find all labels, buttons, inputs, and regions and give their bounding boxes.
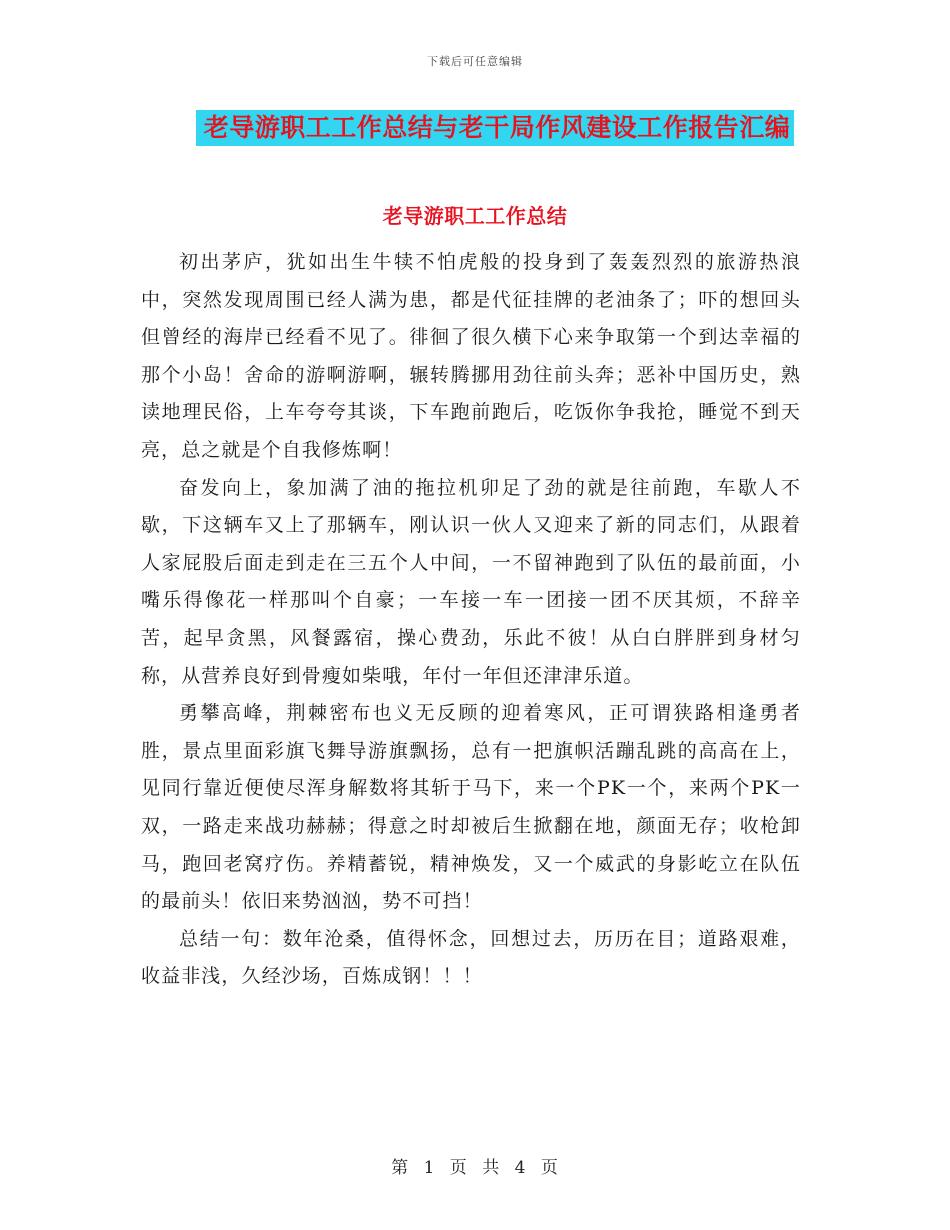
document-body: [141, 244, 801, 996]
document-title: 老导游职工工作总结与老干局作风建设工作报告汇编: [196, 110, 795, 146]
paragraph-3: 勇攀高峰，荆棘密布也义无反顾的迎着寒风，正可谓狭路相逢勇者胜，景点里面彩旗飞舞导游旗飘扬，总有一把旗帜活蹦乱跳的高高在上，见同行靠近便使尽浑身解数将其斩于马下，来一个PK一个，来两个PK一双，一路走来战功赫赫；得意之时却被后生掀翻在地，颜面无存；收枪卸马，跑回老窝疗伤。养精蓄锐，精神焕发，又一个威武的身影屹立在队伍的最前头！依旧来势汹汹，势不可挡！: [141, 702, 801, 913]
header-note: 下载后可任意编辑: [427, 55, 523, 68]
paragraph-4: 总结一句：数年沧桑，值得怀念，回想过去，历历在目；道路艰难，收益非浅，久经沙场，百炼成钢！！！: [141, 927, 801, 988]
paragraph-2: 奋发向上，象加满了油的拖拉机卯足了劲的就是往前跑，车歇人不歇，下这辆车又上了那辆车，刚认识一伙人又迎来了新的同志们，从跟着人家屁股后面走到走在三五个人中间，一不留神跑到了队伍的最前面，小嘴乐得像花一样那叫个自豪；一车接一车一团接一团不厌其烦，不辞辛苦，起早贪黑，风餐露宿，操心费劲，乐此不彼！从白白胖胖到身材匀称，从营养良好到骨瘦如柴哦，年付一年但还津津乐道。: [141, 476, 801, 687]
section-title: 老导游职工工作总结: [382, 204, 568, 228]
paragraph-1: 初出茅庐，犹如出生牛犊不怕虎般的投身到了轰轰烈烈的旅游热浪中，突然发现周围已经人满为患，都是代征挂牌的老油条了；吓的想回头但曾经的海岸已经看不见了。徘徊了很久横下心来争取第一个到达幸福的那个小岛！舍命的游啊游啊，辗转腾挪用劲往前头奔；恶补中国历史，熟读地理民俗，上车夸夸其谈，下车跑前跑后，吃饭你争我抢，睡觉不到天亮，总之就是个自我修炼啊！: [141, 251, 801, 461]
page-indicator: 第 1 页 共 4 页: [391, 1158, 559, 1178]
document-title-container: [0, 110, 950, 146]
